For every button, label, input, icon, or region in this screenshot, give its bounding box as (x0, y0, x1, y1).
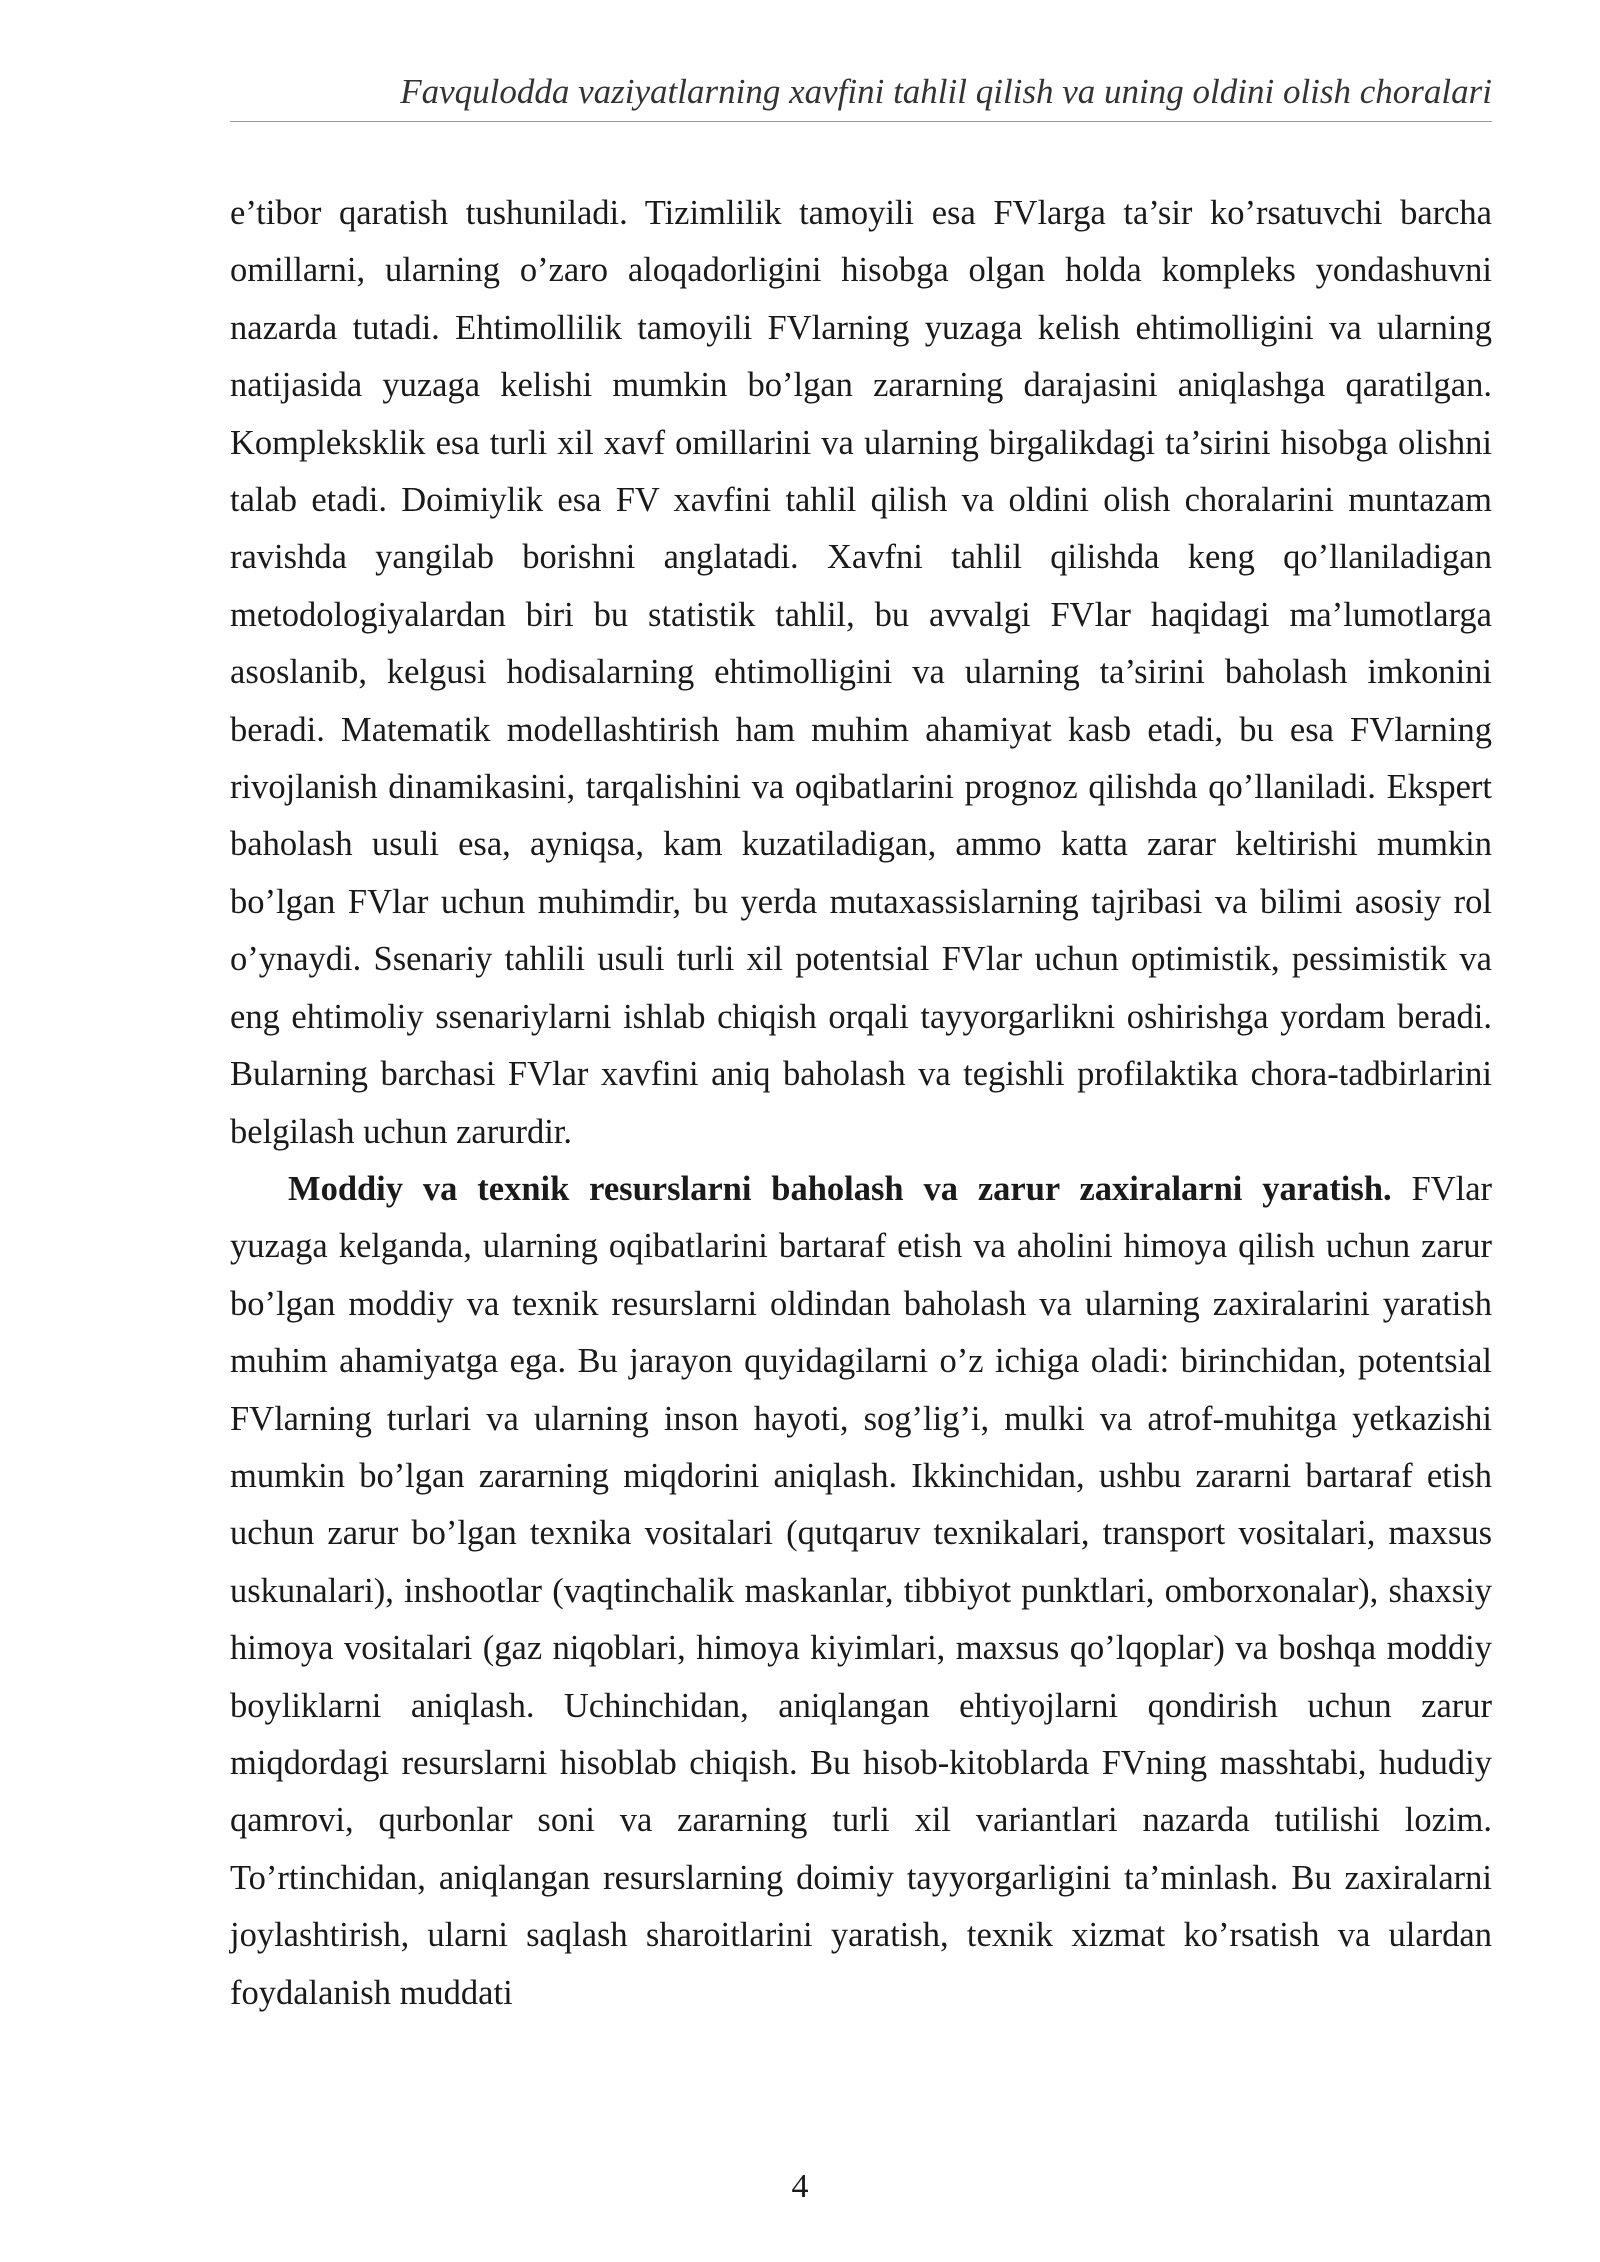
header-divider (230, 121, 1492, 122)
paragraph-2-text: FVlar yuzaga kelganda, ularning oqibatlarini bartaraf etish va aholini himoya qilish uchun zarur bo’lgan moddiy va texnik resurslarni oldindan baholash va ularning zaxiralarini yaratish muhim ahamiyatga ega. Bu jarayon quyidagilarni o’z ichiga oladi: birinchidan, potentsial FVlarning turlari va ularning inson hayoti, sog’lig’i, mulki va atrof-muhitga yetkazishi mumkin bo’lgan zararning miqdorini aniqlash. Ikkinchidan, ushbu zararni bartaraf etish uchun zarur bo’lgan texnika vositalari (qutqaruv texnikalari, transport vositalari, maxsus uskunalari), inshootlar (vaqtinchalik maskanlar, tibbiyot punktlari, omborxonalar), shaxsiy himoya vositalari (gaz niqoblari, himoya kiyimlari, maxsus qo’lqoplar) va boshqa moddiy boyliklarni aniqlash. Uchinchidan, aniqlangan ehtiyojlarni qondirish uchun zarur miqdordagi resurslarni hisoblab chiqish. Bu hisob-kitoblarda FVning masshtabi, hududiy qamrovi, qurbonlar soni va zararning turli xil variantlari nazarda tutilishi lozim. To’rtinchidan, aniqlangan resurslarning doimiy tayyorgarligini ta’minlash. Bu zaxiralarni joylashtirish, ularni saqlash sharoitlarini yaratish, texnik xizmat ko’rsatish va ulardan foydalanish muddati (230, 1169, 1493, 2012)
running-header: Favqulodda vaziyatlarning xavfini tahlil qilish va uning oldini olish choralari (400, 72, 1492, 111)
paragraph-1: e’tibor qaratish tushuniladi. Tizimlilik tamoyili esa FVlarga ta’sir ko’rsatuvchi barcha omillarni, ularning o’zaro aloqadorligini hisobga olgan holda kompleks yondashuvni nazarda tutadi. Ehtimollilik tamoyili FVlarning yuzaga kelish ehtimolligini va ularning natijasida yuzaga kelishi mumkin bo’lgan zararning darajasini aniqlashga qaratilgan. Kompleksklik esa turli xil xavf omillarini va ularning birgalikdagi ta’sirini hisobga olishni talab etadi. Doimiylik esa FV xavfini tahlil qilish va oldini olish choralarini muntazam ravishda yangilab borishni anglatadi. Xavfni tahlil qilishda keng qo’llaniladigan metodologiyalardan biri bu statistik tahlil, bu avvalgi FVlar haqidagi ma’lumotlarga asoslanib, kelgusi hodisalarning ehtimolligini va ularning ta’sirini baholash imkonini beradi. Matematik modellashtirish ham muhim ahamiyat kasb etadi, bu esa FVlarning rivojlanish dinamikasini, tarqalishini va oqibatlarini prognoz qilishda qo’llaniladi. Ekspert baholash usuli esa, ayniqsa, kam kuzatiladigan, ammo katta zarar keltirishi mumkin bo’lgan FVlar uchun muhimdir, bu yerda mutaxassislarning tajribasi va bilimi asosiy rol o’ynaydi. Ssenariy tahlili usuli turli xil potentsial FVlar uchun optimistik, pessimistik va eng ehtimoliy ssenariylarni ishlab chiqish orqali tayyorgarlikni oshirishga yordam beradi. Bularning barchasi FVlar xavfini aniq baholash va tegishli profilaktika chora-tadbirlarini belgilash uchun zarurdir. (230, 194, 1492, 1151)
paragraph-2 (230, 1161, 1492, 2022)
body-text (230, 185, 1492, 2022)
section-heading: Moddiy va texnik resurslarni baholash va zarur zaxiralarni yaratish. (288, 1169, 1392, 1208)
page-number: 4 (791, 2168, 809, 2205)
